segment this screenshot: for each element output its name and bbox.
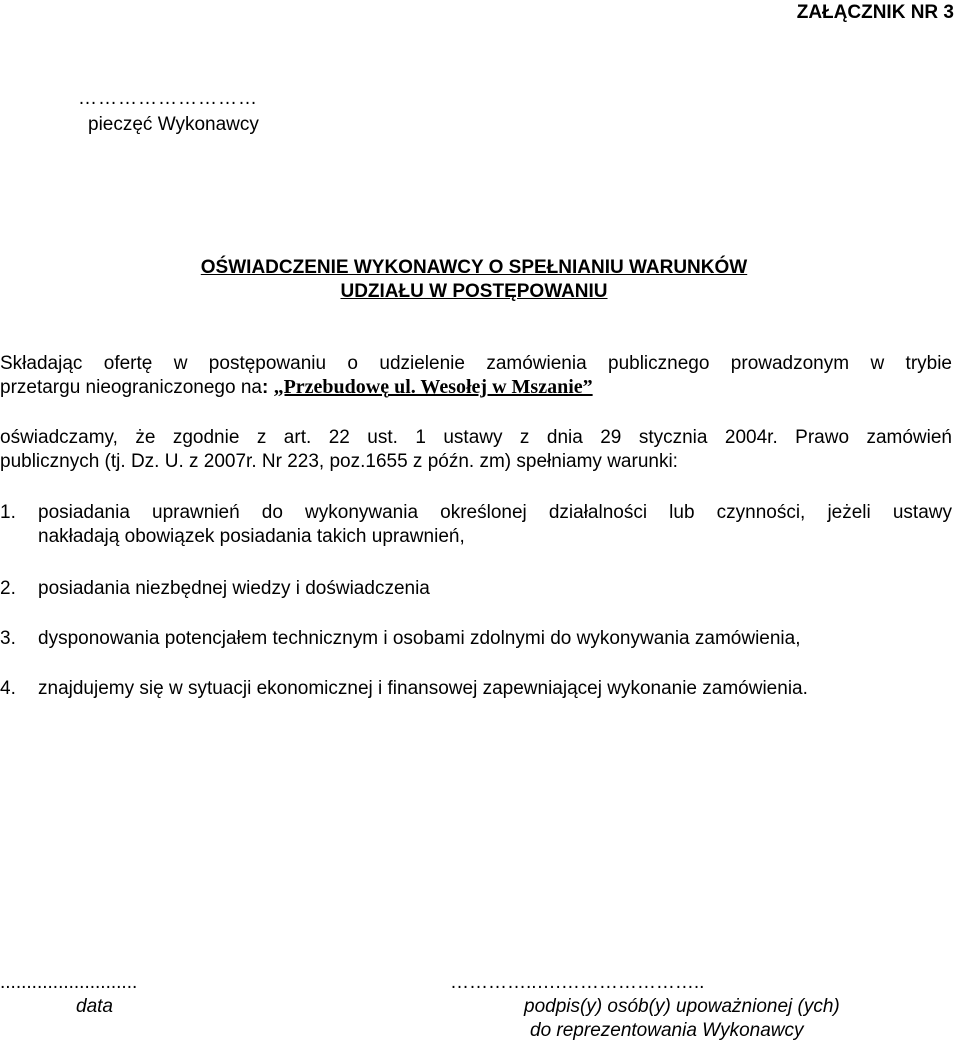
intro-line2-prefix: przetargu nieograniczonego na <box>0 377 262 398</box>
signature-label-line2: do reprezentowania Wykonawcy <box>530 1020 804 1041</box>
condition-text-line2: nakładają obowiązek posiadania takich uprawnień, <box>38 526 465 547</box>
condition-number: 1. <box>0 502 16 523</box>
document-title-line2: UDZIAŁU W POSTĘPOWANIU <box>340 281 608 302</box>
condition-number: 3. <box>0 628 16 649</box>
statement-line1: oświadczamy, że zgodnie z art. 22 ust. 1 ustawy z dnia 29 stycznia 2004r. Prawo zamówień <box>0 427 952 448</box>
project-name: „Przebudowę ul. Wesołej w Mszanie” <box>273 376 593 398</box>
condition-text: posiadania niezbędnej wiedzy i doświadczenia <box>38 578 430 599</box>
condition-number: 4. <box>0 678 16 699</box>
statement-line2: publicznych (tj. Dz. U. z 2007r. Nr 223, poz.1655 z późn. zm) spełniamy warunki: <box>0 451 678 472</box>
signature-label-line1: podpis(y) osób(y) upoważnionej (ych) <box>524 996 840 1017</box>
date-placeholder-dots: .......................... <box>0 972 138 993</box>
stamp-placeholder-dots: ……………………… <box>78 88 258 109</box>
condition-text: dysponowania potencjałem technicznym i osobami zdolnymi do wykonywania zamówienia, <box>38 628 801 649</box>
condition-text: znajdujemy się w sytuacji ekonomicznej i finansowej zapewniającej wykonanie zamówienia. <box>38 678 808 699</box>
date-label: data <box>76 996 113 1017</box>
intro-line2 <box>0 376 593 399</box>
stamp-label: pieczęć Wykonawcy <box>88 114 259 135</box>
intro-colon: : <box>261 377 269 398</box>
condition-text-line1: posiadania uprawnień do wykonywania określonej działalności lub czynności, jeżeli ustawy <box>38 502 952 523</box>
document-title-line1: OŚWIADCZENIE WYKONAWCY O SPEŁNIANIU WARUNKÓW <box>200 257 748 278</box>
signature-placeholder-dots: …………..….………………….. <box>450 972 705 993</box>
intro-line1: Składając ofertę w postępowaniu o udzielenie zamówienia publicznego prowadzonym w trybie <box>0 353 952 374</box>
annex-number: ZAŁĄCZNIK NR 3 <box>796 2 954 23</box>
condition-number: 2. <box>0 578 16 599</box>
